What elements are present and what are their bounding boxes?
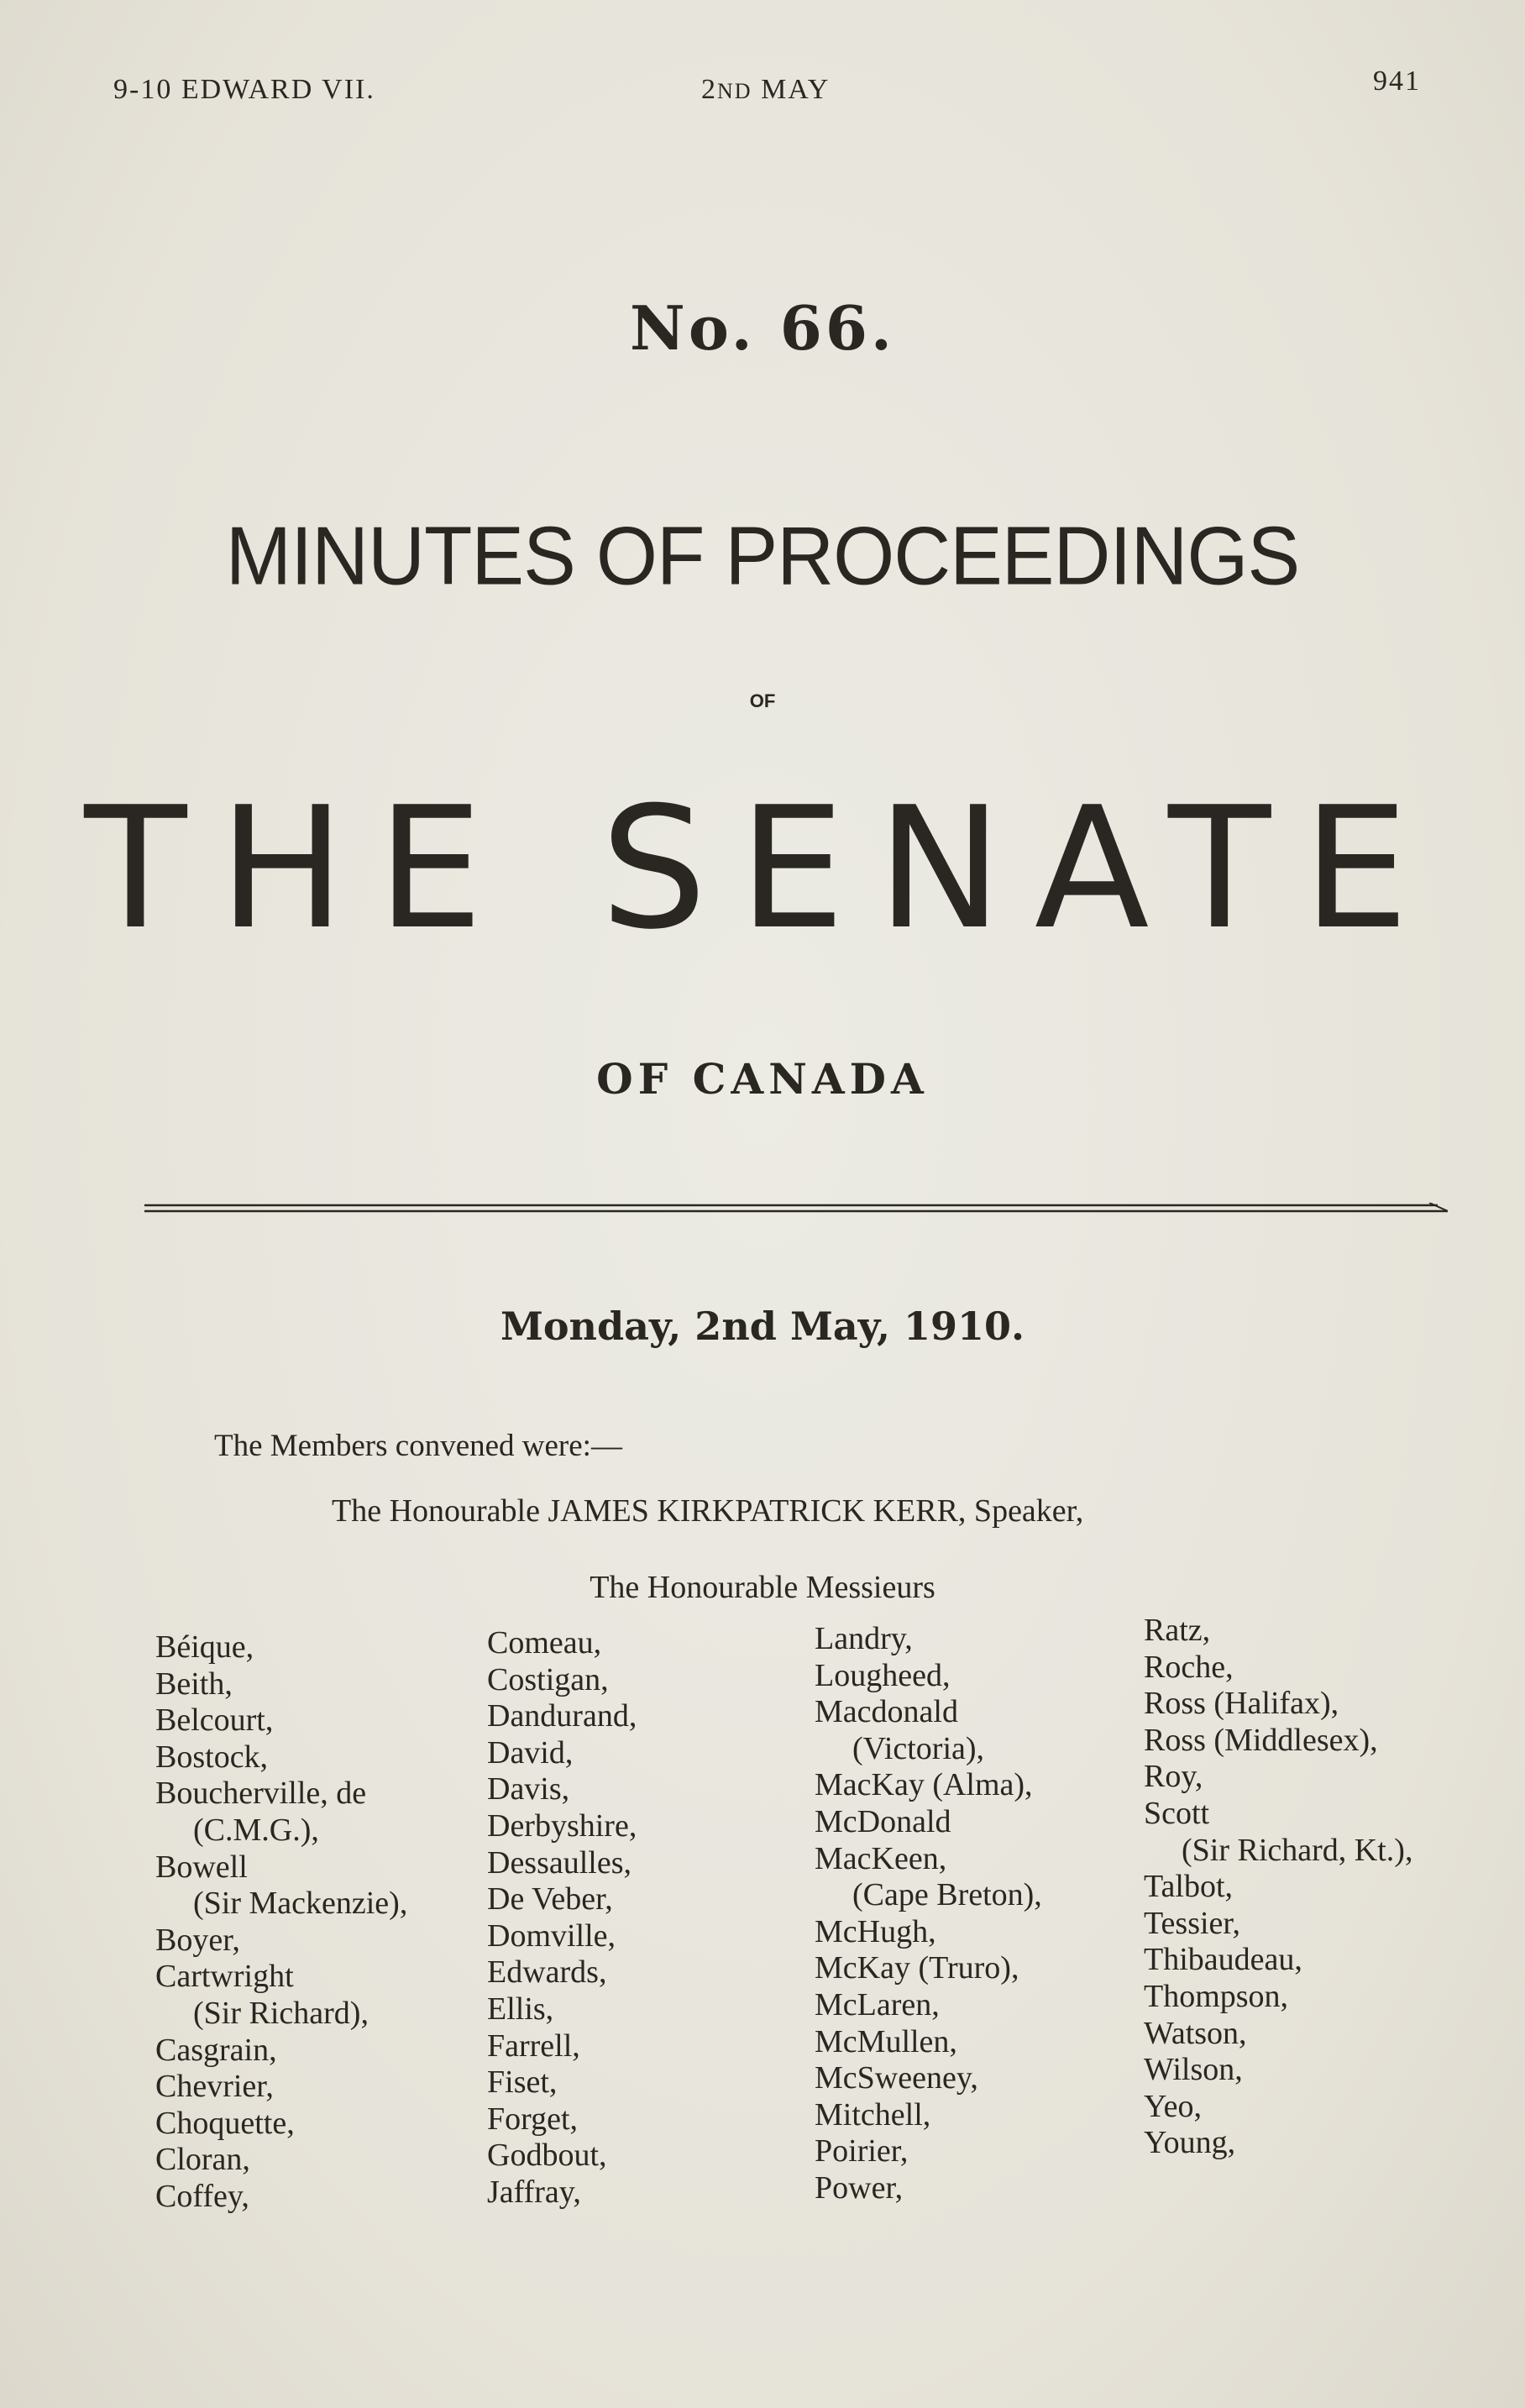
member-name: Boucherville, de — [155, 1776, 367, 1812]
member-name: Chevrier, — [155, 2069, 274, 2105]
member-name: Ross (Halifax), — [1144, 1686, 1339, 1722]
member-name: Thibaudeau, — [1144, 1942, 1302, 1978]
member-name: Watson, — [1144, 2015, 1247, 2051]
member-name: Lougheed, — [815, 1657, 951, 1693]
header-day-suffix: ND — [717, 79, 752, 103]
member-name: Cloran, — [155, 2142, 250, 2178]
member-name: Tessier, — [1144, 1905, 1241, 1941]
member-name: Bowell — [155, 1849, 248, 1885]
member-name: Godbout, — [487, 2138, 607, 2174]
member-name: Power, — [815, 2169, 904, 2206]
convened-line: The Members convened were:— — [214, 1429, 622, 1463]
double-rule — [144, 1203, 1448, 1214]
member-name: Farrell, — [487, 2028, 580, 2064]
member-name: Ross (Middlesex), — [1144, 1722, 1378, 1758]
member-name: Davis, — [487, 1771, 570, 1807]
member-name: MacKeen, — [815, 1840, 947, 1876]
member-name: Landry, — [815, 1621, 913, 1656]
member-name: Dandurand, — [487, 1698, 637, 1734]
member-name: Yeo, — [1144, 2088, 1203, 2124]
title-canada: OF CANADA — [596, 1054, 929, 1104]
member-name: Costigan, — [487, 1661, 609, 1697]
sitting-date: Monday, 2nd May, 1910. — [500, 1304, 1025, 1349]
header-session: 9-10 EDWARD VII. — [113, 74, 375, 105]
member-name: De Veber, — [487, 1881, 613, 1917]
member-name: Edwards, — [487, 1954, 607, 1991]
member-name: Forget, — [487, 2101, 579, 2137]
member-name: Bostock, — [155, 1739, 269, 1775]
header-day: 2 — [701, 74, 717, 105]
member-name: (Cape Breton), — [852, 1877, 1042, 1913]
title-senate: THE SENATE — [84, 771, 1441, 967]
member-name: Belcourt, — [155, 1702, 274, 1739]
member-name: Dessaulles, — [487, 1844, 632, 1881]
page-number: 941 — [1373, 66, 1421, 97]
member-name: (Sir Richard, Kt.), — [1182, 1832, 1413, 1868]
member-name: Young, — [1144, 2125, 1236, 2161]
speaker-line: The Honourable JAMES KIRKPATRICK KERR, Speaker, — [332, 1493, 1084, 1529]
member-name: David, — [487, 1734, 574, 1771]
members-column-1 — [155, 1629, 407, 2216]
member-name: Casgrain, — [155, 2032, 277, 2068]
member-name: Beith, — [155, 1666, 233, 1702]
messieurs-heading: The Honourable Messieurs — [590, 1570, 935, 1605]
member-name: Thompson, — [1144, 1978, 1289, 2014]
title-minutes: MINUTES OF PROCEEDINGS — [225, 509, 1300, 602]
member-name: McSweeney, — [815, 2060, 978, 2096]
member-name: Roche, — [1144, 1649, 1234, 1685]
member-name: Domville, — [487, 1917, 616, 1954]
member-name: Ellis, — [487, 1991, 554, 2027]
member-name: Talbot, — [1144, 1869, 1234, 1905]
header-date — [701, 74, 830, 106]
member-name: Fiset, — [487, 2064, 558, 2101]
members-column-3 — [815, 1621, 1042, 2207]
members-column-2 — [487, 1625, 637, 2211]
member-name: Roy, — [1144, 1759, 1203, 1795]
member-name: Poirier, — [815, 2133, 909, 2169]
member-name: McKay (Truro), — [815, 1950, 1019, 1986]
issue-number: No. 66. — [630, 292, 895, 364]
member-name: (Sir Mackenzie), — [193, 1886, 408, 1922]
member-name: Jaffray, — [487, 2174, 581, 2210]
member-name: (Sir Richard), — [193, 1995, 369, 2031]
member-name: MacKay (Alma), — [815, 1767, 1033, 1803]
member-name: Wilson, — [1144, 2052, 1243, 2088]
member-name: (C.M.G.), — [193, 1812, 319, 1848]
member-name: McHugh, — [815, 1913, 936, 1949]
member-name: Choquette, — [155, 2105, 295, 2141]
member-name: Béique, — [155, 1629, 254, 1665]
title-of: OF — [749, 690, 776, 711]
member-name: Mitchell, — [815, 2096, 931, 2133]
member-name: McLaren, — [815, 1986, 940, 2022]
member-name: McDonald — [815, 1803, 951, 1839]
member-name: McMullen, — [815, 2023, 957, 2059]
member-name: Boyer, — [155, 1922, 240, 1958]
member-name: Cartwright — [155, 1959, 294, 1995]
member-name: (Victoria), — [852, 1730, 985, 1766]
member-name: Comeau, — [487, 1625, 602, 1660]
members-column-4 — [1144, 1613, 1412, 2162]
header-month: MAY — [761, 74, 831, 105]
member-name: Coffey, — [155, 2178, 249, 2214]
member-name: Ratz, — [1144, 1613, 1211, 1648]
member-name: Scott — [1144, 1795, 1210, 1831]
member-name: Derbyshire, — [487, 1807, 637, 1844]
member-name: Macdonald — [815, 1694, 958, 1730]
